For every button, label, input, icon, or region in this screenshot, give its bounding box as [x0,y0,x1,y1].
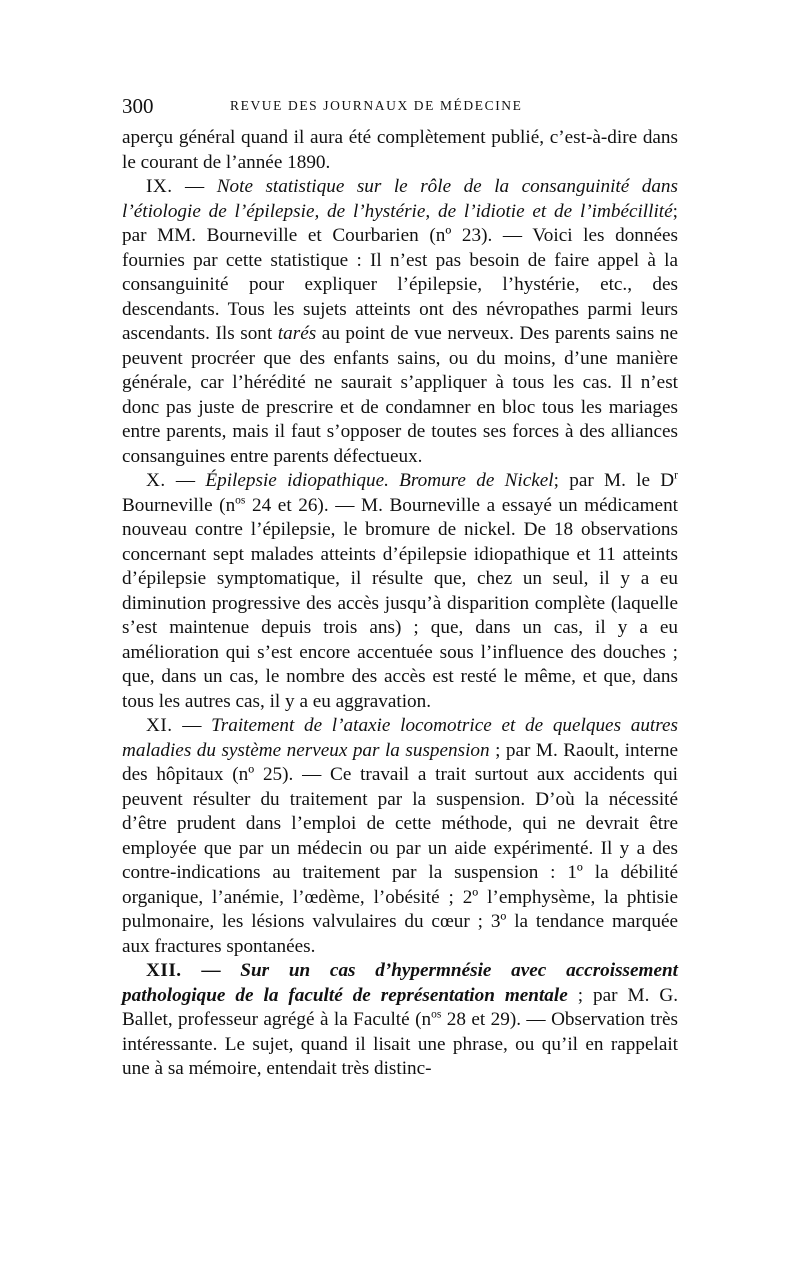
entry-x-authors-post: Bourneville (n [122,494,236,516]
entry-xii-text: Observation très intéressante. Le sujet, quand il lisait une phrase, ou qu’il en rappelait une à sa mémoire, entendait très distinc- [122,1009,678,1079]
entry-ix-number: IX. [146,176,173,197]
entry-xii-authors-end: 28 et 29). — [441,1009,552,1030]
entry-xi-number: XI. [146,715,173,736]
entry-x-authors: ; par M. le D [553,470,675,491]
entry-ix-emphasis: tarés [277,323,317,344]
entry-xii-sup: os [431,1008,442,1021]
entry-xii-dash: — [181,960,241,981]
entry-x-text: M. Bourneville a essayé un médicament nouveau contre l’épilepsie, le bromure de nickel. De 18 observations concernant sept malades atteints d’épilepsie idiopathique et 11 atteints d’épilepsie symptomatique, il résulte que, chez un seul, il y a eu diminution progressive des accès jusqu’à disparition complète (laquelle s’est maintenue depuis trois ans) ; que, dans un cas, il y a eu amélioration qui s’est encore accentuée sous l’influence des douches ; que, dans un cas, le nombre des accès est resté le même, et que, dans tous les autres cas, il y a eu aggravation. [122,494,678,712]
continuation-paragraph: aperçu général quand il aura été complètement publié, c’est-à-dire dans le courant de l’année 1890. [122,127,678,173]
entry-x-authors-end: 24 et 26). — [245,494,362,516]
entry-ix-text: Voici les données fournies par cette statistique : Il n’est pas besoin de faire appel à la consanguinité pour expliquer l’épilepsie, l’hystérie, etc., des descendants. Tous les sujets atteints ont des névropathes parmi leurs ascendants. Ils sont [122,225,678,344]
entry-ix-authors: ; par MM. Bourneville et Courbarien (nº 23). — [122,200,678,246]
entry-x-dash: — [165,470,206,491]
entry-x-number: X. [146,470,166,491]
entry-xi-text: Ce travail a trait surtout aux accidents qui peuvent résulter du traitement par la suspension. D’où la nécessité d’être prudent dans l’emploi de cette méthode, qui ne devrait être employée que par un médecin ou par un aide expérimenté. Il y a des contre-indications au traitement par la suspension : 1º la débilité organique, l’anémie, l’œdème, l’obésité ; 2º l’emphysème, la phtisie pulmonaire, les lésions valvulaires du cœur ; 3º la tendance marquée aux fractures spontanées. [122,764,678,957]
entry-xi-authors: ; par M. Raoult, interne des hôpitaux (nº 25). — [122,739,678,785]
article-body [122,126,678,1082]
entry-xi [122,714,678,959]
entry-ix-text-continued: au point de vue nerveux. Des parents sains ne peuvent procréer que des enfants sains, ou du moins, d’une manière générale, car l’hérédité ne saurait s’appliquer à tous les cas. Il n’est donc pas juste de prescrire et de condamner en bloc tous les mariages entre parents, mais il faut s’opposer de toutes ses forces à des alliances consanguines entre parents défectueux. [122,323,678,467]
entry-ix-title: Note statistique sur le rôle de la consanguinité dans l’étiologie de l’épilepsie, de l’hystérie, de l’idiotie et de l’imbécillité [122,176,678,222]
entry-x-title: Épilepsie idiopathique. Bromure de Nickel [205,470,554,491]
entry-xii [122,959,678,1082]
entry-xi-title: Traitement de l’ataxie locomotrice et de quelques autres maladies du système nerveux par la suspension [122,715,678,761]
entry-ix-dash: — [172,176,217,197]
entry-x-sup2: os [235,494,246,507]
entry-xii-authors: ; par M. G. Ballet, professeur agrégé à la Faculté (n [122,984,679,1030]
entry-x-sup: r [674,469,678,482]
entry-x [122,469,678,714]
entry-xii-number: XII. [146,960,182,981]
entry-xi-dash: — [172,715,212,736]
entry-ix [122,175,678,469]
entry-xii-title: Sur un cas d’hypermnésie avec accroissement pathologique de la faculté de représentation mentale [122,960,678,1006]
running-title: REVUE DES JOURNAUX DE MÉDECINE [230,98,523,113]
page-header [122,94,678,122]
page-number: 300 [122,94,154,118]
